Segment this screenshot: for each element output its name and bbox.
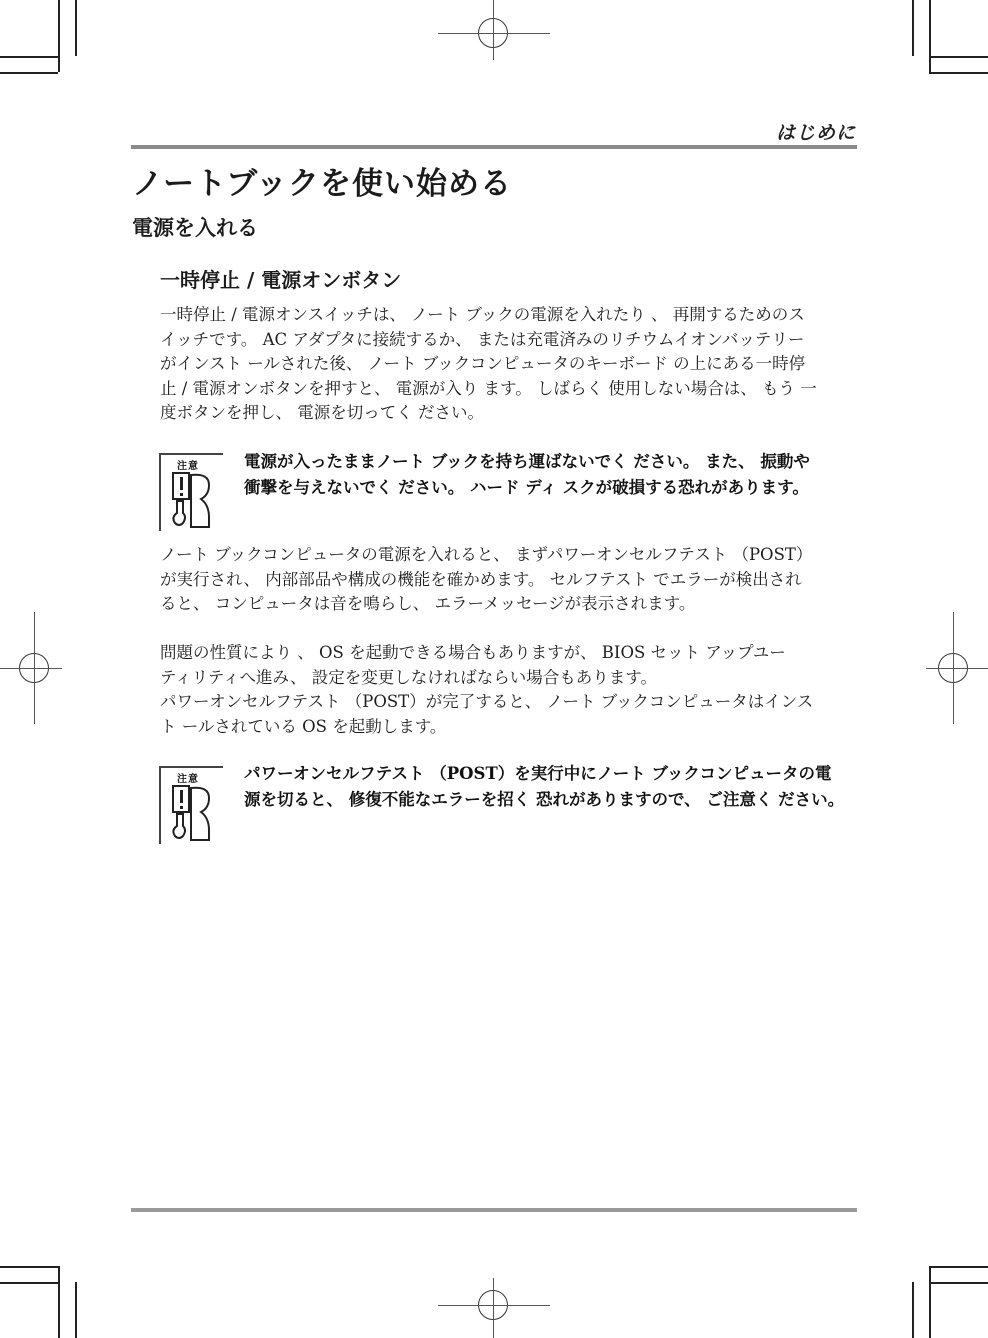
exclamation-person-icon xyxy=(169,784,215,842)
section-heading: 電源を入れる xyxy=(132,216,258,240)
exclamation-person-icon xyxy=(169,471,215,529)
caution-icon xyxy=(159,453,223,531)
caution-label: 注意 xyxy=(177,461,199,472)
os-paragraph: 問題の性質により 、 OS を起動できる場合もありますが、 BIOS セット アップユー ティリティへ進み、 設定を変更しなければならい場合もあります。 パワーオンセルフテスト （POST）が完了すると、 ノート ブックコンピュータはインス ト ールされている OS を起動します。 xyxy=(160,643,814,736)
caution-icon xyxy=(159,766,223,844)
caution-text-1: 電源が入ったままノート ブックを持ち運ばないでく ださい。 また、 振動や 衝撃を与えないでく ださい。 ハード ディ スクが破損する恐れがあります。 xyxy=(244,452,810,497)
header-rule xyxy=(131,145,857,149)
chapter-header: はじめに xyxy=(775,122,856,144)
caution-label: 注意 xyxy=(177,774,199,785)
intro-paragraph: 一時停止 / 電源オンスイッチは、 ノート ブックの電源を入れたり 、 再開するためのス イッチです。 AC アダプタに接続するか、 または充電済みのリチウムイオンバッテリー がインスト ールされた後、 ノート ブックコンピュータのキーボード の上にある一時停 止 / 電源オンボタンを押すと、 電源が入り ます。 しばらく 使用しない場合は、 もう 一 度ボタンを押し、 電源を切ってく ださい。 xyxy=(160,305,817,422)
subsection-heading: 一時停止 / 電源オンボタン xyxy=(160,268,402,292)
caution-text-2: パワーオンセルフテスト （POST）を実行中にノート ブックコンピュータの電 源を切ると、 修復不能なエラーを招く 恐れがありますので、 ご注意く ださい。 xyxy=(244,764,845,809)
page-title: ノートブックを使い始める xyxy=(132,166,512,202)
footer-rule xyxy=(131,1208,857,1212)
post-paragraph: ノート ブックコンピュータの電源を入れると、 まずパワーオンセルフテスト （POST） が実行され、 内部部品や構成の機能を確かめます。 セルフテスト でエラーが検出され ると、 コンピュータは音を鳴らし、 エラーメッセージが表示されます。 xyxy=(160,545,813,613)
